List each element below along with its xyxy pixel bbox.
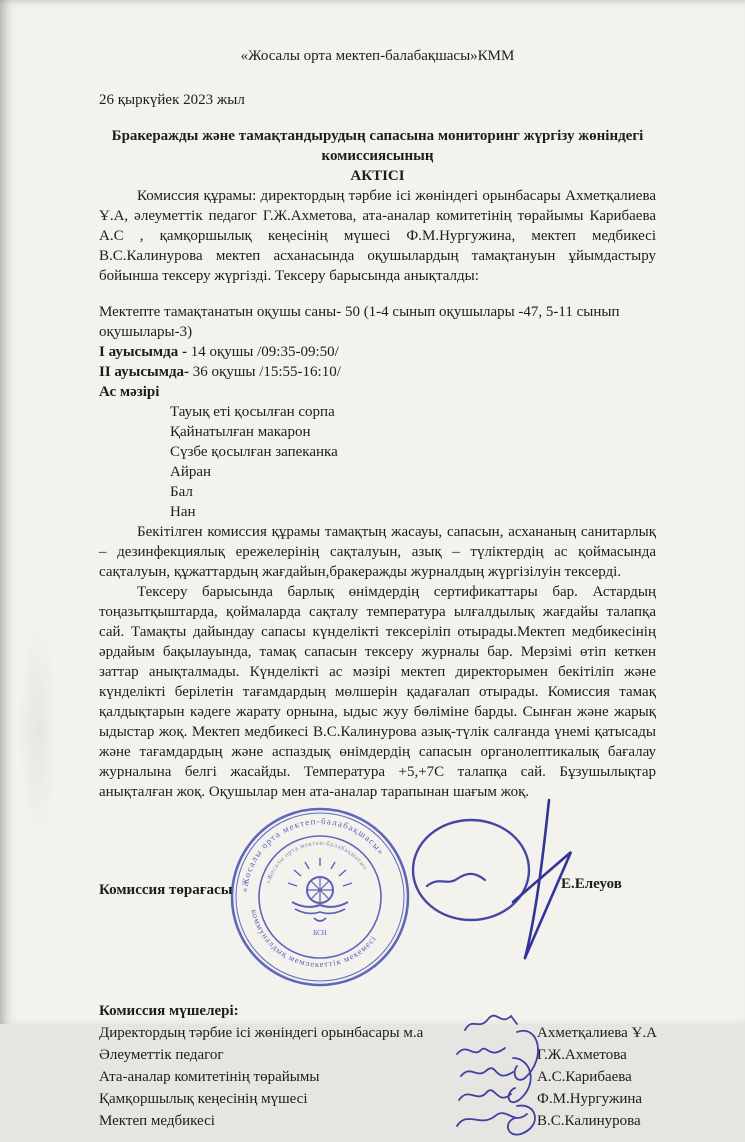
- chairman-signature-block: [99, 815, 656, 970]
- chairman-name: Е.Елеуов: [561, 876, 622, 892]
- member-row: [99, 1044, 656, 1066]
- document-title: [99, 126, 656, 186]
- document-title-line2: комиссиясының: [321, 148, 434, 164]
- inspection-findings-paragraph: Тексеру барысында барлық өнімдердің сертификаттары бар. Астардың тоңазытқыштарда, қоймаларда сақталу температура ылғалдылық жағдайы талапқа сай. Тамақты дайындау сапасы күнделікті тексеріліп отырады.Мектеп медбикесінің әрдайым бақылауында, тамақ сапасын тексеру журналы бар. Мерзімі өтіп кеткен заттар анықталмады. Күнделікті ас мәзірі мектеп директорымен бекітіліп және күнделікті берілетін тағамдардың мөлшерін қадағалап отырады. Комиссия тамақ қалдықтарын кәдеге жарату орнына, ыдыс жуу бөліміне барды. Сынған және жарық ыдыстар жоқ. Мектеп медбикесі В.С.Калинурова азық-түлік салғанда үнемі қатысады және тағамдардың және аспаздық өнімдердің сапасын органолептикалық бағалау журналына белгі жасайды. Температура +5,+7С талапқа сай. Бұзушылықтар анықталған жоқ. Оқушылар мен ата-аналар тарапынан шағым жоқ.: [99, 584, 656, 800]
- member-name: А.С.Карибаева: [537, 1069, 632, 1085]
- menu-title: Ас мәзірі: [99, 384, 160, 400]
- stamp-emblem-icon: [288, 858, 352, 921]
- document-title-line3: АКТІСІ: [350, 168, 405, 184]
- inspection-scope-paragraph: Бекітілген комиссия құрамы тамақтың жасауы, сапасын, асхананың санитарлық – дезинфекциялық ережелерінің сақталуын, азық – түліктердің ас қоймасында сақталуын, құжаттардың жағдайын,бракеражды журналдың жүргізілуін тексерді.: [99, 524, 656, 580]
- organization-name: «Жосалы орта мектеп-балабақшасы»КММ: [240, 48, 515, 64]
- commission-composition-paragraph: Комиссия құрамы: директордың тәрбие ісі жөніндегі орынбасары Ахметқалиева Ұ.А, әлеуметтік педагог Г.Ж.Ахметова, ата-аналар комитетінің төрайымы Карибаева А.С , қамқоршылық кеңесінің мүшесі Ф.М.Нургужина, мектеп медбикесі В.С.Калинурова мектеп асханасында оқушылардың тамақтануын ұйымдастыру бойынша тексеру жүргізді. Тексеру барысында анықталды:: [99, 188, 656, 284]
- shift1-text: 14 оқушы /09:35-09:50/: [186, 344, 339, 360]
- menu-item: Бал: [170, 484, 193, 500]
- menu-item: Тауық еті қосылған сорпа: [170, 404, 335, 420]
- member-role: Мектеп медбикесі: [99, 1113, 215, 1129]
- commission-members-block: [99, 1000, 656, 1132]
- member-role: Директордың тәрбие ісі жөніндегі орынбасары м.а: [99, 1025, 424, 1041]
- chairman-label: Комиссия төрағасы: [99, 882, 233, 898]
- menu-list: [99, 402, 656, 522]
- member-name: Ахметқалиева Ұ.А: [537, 1025, 657, 1041]
- member-row: [99, 1066, 656, 1088]
- students-count-line: Мектепте тамақтанатын оқушы саны- 50 (1-4 сынып оқушылары -47, 5-11 сынып оқушылары-3): [99, 304, 620, 340]
- signatures-icon: [447, 1014, 567, 1142]
- shift1-line: [99, 342, 656, 362]
- members-heading: Комиссия мүшелері:: [99, 1003, 239, 1019]
- document-date: 26 қыркүйек 2023 жыл: [99, 92, 245, 108]
- member-name: Г.Ж.Ахметова: [537, 1047, 627, 1063]
- menu-item: Қайнатылған макарон: [170, 424, 311, 440]
- menu-item: Нан: [170, 504, 196, 520]
- member-role: Қамқоршылық кеңесінің мүшесі: [99, 1091, 308, 1107]
- shift2-text: 36 оқушы /15:55-16:10/: [189, 364, 341, 380]
- member-name: В.С.Калинурова: [537, 1113, 641, 1129]
- shift1-label: I ауысымда -: [99, 344, 187, 360]
- svg-text:БСН: БСН: [313, 929, 327, 937]
- svg-text:коммуналдық мемлекеттік мекеме: коммуналдық мемлекеттік мекемесі: [249, 908, 379, 970]
- members-handwritten-signatures: [447, 1014, 567, 1142]
- member-row: [99, 1110, 656, 1132]
- shift2-label: II ауысымда-: [99, 364, 190, 380]
- document-title-line1: Бракеражды және тамақтандырудың сапасына мониторинг жүргізу жөніндегі: [111, 128, 644, 144]
- menu-item: Сүзбе қосылған запеканка: [170, 444, 338, 460]
- svg-text:«Жосалы орта мектеп-балабақшас: «Жосалы орта мектеп-балабақшасы»: [239, 815, 387, 893]
- member-name: Ф.М.Нургужина: [537, 1091, 643, 1107]
- svg-text:«Жосалы орта мектеп-балабақшас: «Жосалы орта мектеп-балабақшасы»: [264, 839, 369, 885]
- menu-item: Айран: [170, 464, 212, 480]
- document-content: [99, 0, 656, 1132]
- member-role: Әлеуметтік педагог: [99, 1047, 224, 1063]
- member-row: [99, 1088, 656, 1110]
- shift2-line: [99, 362, 656, 382]
- official-round-stamp: [229, 806, 411, 988]
- member-role: Ата-аналар комитетінің төрайымы: [99, 1069, 320, 1085]
- member-row: [99, 1022, 656, 1044]
- stamp-icon: [229, 806, 411, 988]
